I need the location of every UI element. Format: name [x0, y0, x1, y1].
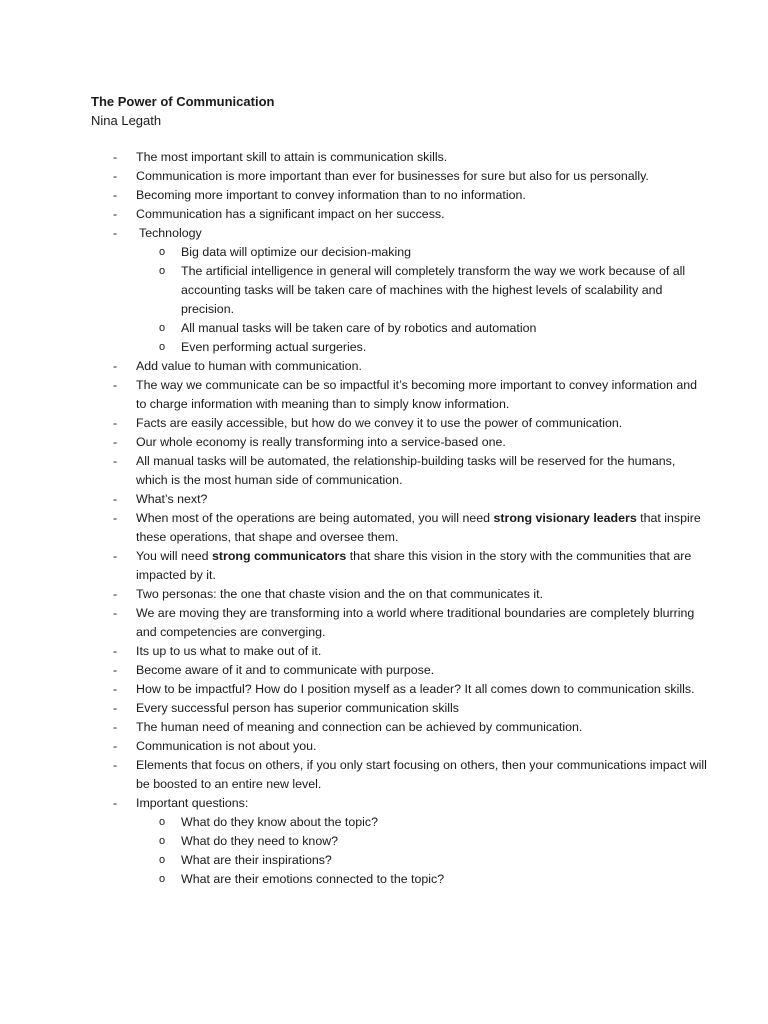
sub-bullet-marker: o	[159, 854, 166, 866]
list-item-text: that inspire these operations, that shape and oversee them.	[136, 511, 701, 544]
bullet-marker: -	[113, 435, 118, 449]
sub-list-item	[0, 338, 768, 357]
list-item	[0, 756, 768, 794]
sub-bullet-marker: o	[159, 265, 166, 277]
list-item-text: that share this vision in the story with the communities that are impacted by it.	[136, 549, 692, 582]
bullet-marker: -	[113, 606, 118, 620]
list-item-text: What are their emotions connected to the topic?	[181, 872, 445, 886]
bullet-marker: -	[113, 796, 118, 810]
list-item	[0, 433, 768, 452]
list-item-text: Communication is not about you.	[136, 739, 317, 753]
sub-list-item	[0, 262, 768, 319]
list-item	[0, 376, 768, 414]
list-item	[0, 509, 768, 547]
list-item-text: Important questions:	[136, 796, 249, 810]
bullet-marker: -	[113, 758, 118, 772]
list-item	[0, 148, 768, 167]
list-item-text: Communication is more important than ever for businesses for sure but also for us personally.	[136, 169, 649, 183]
bullet-marker: -	[113, 587, 118, 601]
list-item-text: Become aware of it and to communicate with purpose.	[136, 663, 435, 677]
list-item-text: The human need of meaning and connection can be achieved by communication.	[136, 720, 583, 734]
list-item-text: Two personas: the one that chaste vision and the on that communicates it.	[136, 587, 544, 601]
list-item	[0, 737, 768, 756]
bullet-marker: -	[113, 682, 118, 696]
bullet-marker: -	[113, 720, 118, 734]
bullet-marker: -	[113, 188, 118, 202]
sub-bullet-marker: o	[159, 246, 166, 258]
bullet-marker: -	[113, 549, 118, 563]
bullet-marker: -	[113, 150, 118, 164]
sub-bullet-marker: o	[159, 835, 166, 847]
list-item-text: All manual tasks will be automated, the relationship-building tasks will be reserved for the humans, which is the most human side of communication.	[136, 454, 676, 487]
sub-list-item	[0, 813, 768, 832]
list-item-text: What are their inspirations?	[181, 853, 332, 867]
list-item-text: Becoming more important to convey information than to no information.	[136, 188, 526, 202]
bullet-marker: -	[113, 169, 118, 183]
author-name: Nina Legath	[91, 113, 162, 128]
list-item-text: What’s next?	[136, 492, 208, 506]
sub-bullet-marker: o	[159, 873, 166, 885]
list-item	[0, 452, 768, 490]
list-item-text: Communication has a significant impact on her success.	[136, 207, 445, 221]
bullet-marker: -	[113, 416, 118, 430]
list-item-text: Every successful person has superior communication skills	[136, 701, 459, 715]
list-item-emphasis: strong communicators	[212, 549, 347, 563]
page-title: The Power of Communication	[91, 94, 275, 109]
list-item	[0, 414, 768, 433]
list-item	[0, 547, 768, 585]
list-item-text: All manual tasks will be taken care of by robotics and automation	[181, 321, 537, 335]
list-item	[0, 224, 768, 243]
list-item	[0, 186, 768, 205]
sub-list-item	[0, 319, 768, 338]
list-item	[0, 604, 768, 642]
bullet-marker: -	[113, 454, 118, 468]
list-item-text: You will need	[136, 549, 213, 563]
list-item-text: Elements that focus on others, if you only start focusing on others, then your communications impact will be boosted to an entire new level.	[136, 758, 707, 791]
sub-list-item	[0, 832, 768, 851]
list-item	[0, 794, 768, 813]
bullet-marker: -	[113, 739, 118, 753]
list-item-text: Facts are easily accessible, but how do we convey it to use the power of communication.	[136, 416, 623, 430]
list-item-text: The artificial intelligence in general will completely transform the way we work because of all accounting tasks will be taken care of machines with the highest levels of scalability and precision.	[181, 264, 686, 316]
notes-list	[0, 148, 768, 889]
sub-list-item	[0, 243, 768, 262]
list-item	[0, 642, 768, 661]
list-item	[0, 167, 768, 186]
list-item	[0, 357, 768, 376]
sub-bullet-marker: o	[159, 816, 166, 828]
bullet-marker: -	[113, 492, 118, 506]
bullet-marker: -	[113, 207, 118, 221]
sub-bullet-marker: o	[159, 341, 166, 353]
list-item	[0, 205, 768, 224]
bullet-marker: -	[113, 701, 118, 715]
sub-bullet-marker: o	[159, 322, 166, 334]
list-item-text: Big data will optimize our decision-making	[181, 245, 412, 259]
list-item-text: We are moving they are transforming into a world where traditional boundaries are completely blurring and competencies are converging.	[136, 606, 695, 639]
list-item-text: Technology	[139, 226, 202, 240]
sub-list-item	[0, 870, 768, 889]
bullet-marker: -	[113, 511, 118, 525]
list-item-emphasis: strong visionary leaders	[493, 511, 637, 525]
list-item-text: Its up to us what to make out of it.	[136, 644, 322, 658]
list-item	[0, 585, 768, 604]
sub-list-item	[0, 851, 768, 870]
list-item-text: Add value to human with communication.	[136, 359, 362, 373]
bullet-marker: -	[113, 644, 118, 658]
list-item	[0, 699, 768, 718]
list-item-text: The most important skill to attain is communication skills.	[136, 150, 448, 164]
bullet-marker: -	[113, 359, 118, 373]
list-item-text: Our whole economy is really transforming into a service-based one.	[136, 435, 506, 449]
list-item-text: What do they need to know?	[181, 834, 339, 848]
list-item-text: The way we communicate can be so impactful it’s becoming more important to convey information and to charge information with meaning than to simply know information.	[136, 378, 698, 411]
list-item	[0, 718, 768, 737]
list-item-text: When most of the operations are being automated, you will need	[136, 511, 494, 525]
list-item-text: What do they know about the topic?	[181, 815, 378, 829]
list-item-text: Even performing actual surgeries.	[181, 340, 367, 354]
list-item	[0, 661, 768, 680]
list-item-text: How to be impactful? How do I position myself as a leader? It all comes down to communication skills.	[136, 682, 695, 696]
list-item	[0, 680, 768, 699]
bullet-marker: -	[113, 663, 118, 677]
bullet-marker: -	[113, 378, 118, 392]
bullet-marker: -	[113, 226, 118, 240]
list-item	[0, 490, 768, 509]
